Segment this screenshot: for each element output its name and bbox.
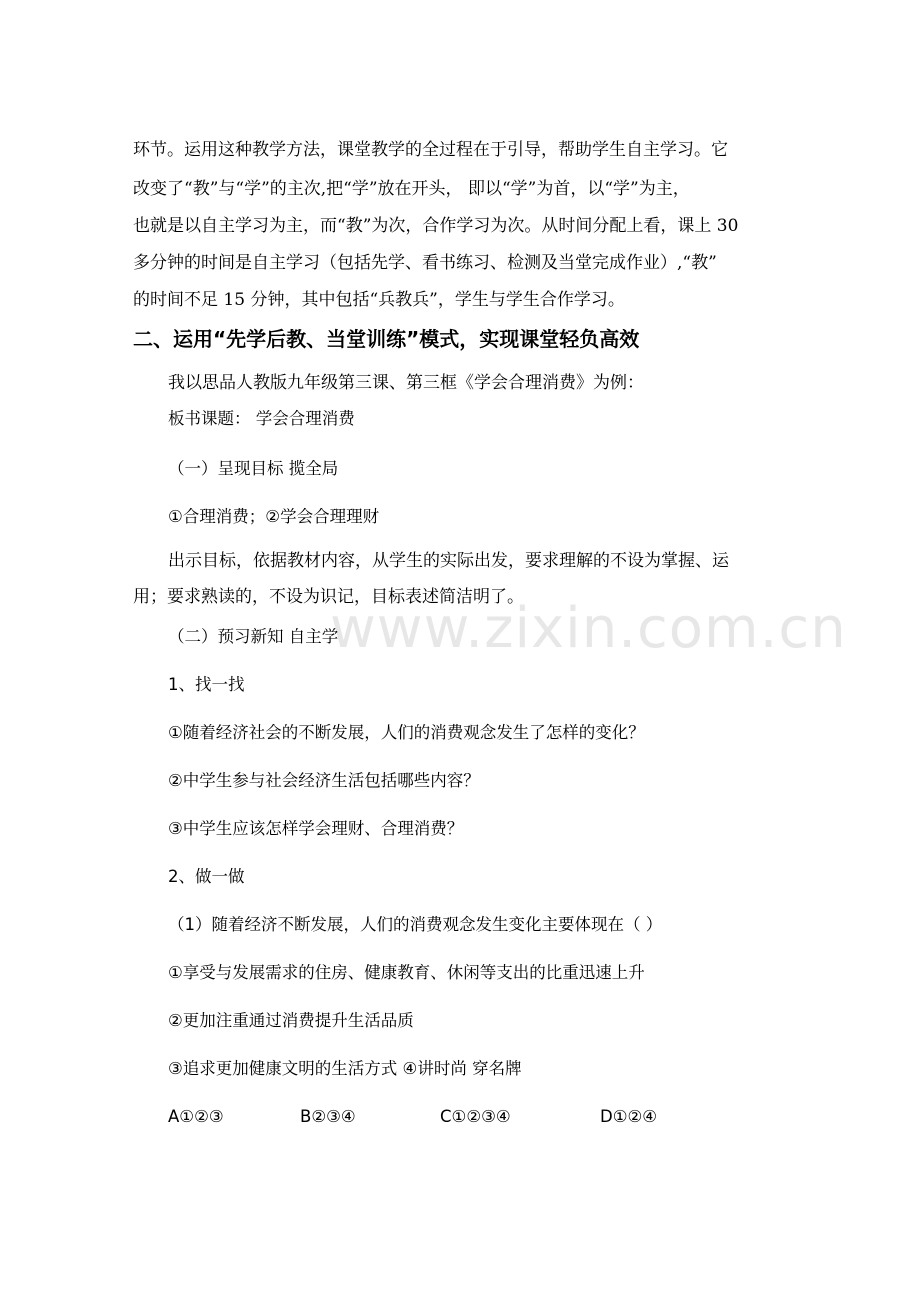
option-a: A①②③ bbox=[168, 1107, 224, 1126]
list-item: ①享受与发展需求的住房、健康教育、休闲等支出的比重迅速上升 bbox=[168, 963, 645, 982]
paragraph-line: 的时间不足 15 分钟，其中包括“兵教兵”，学生与学生合作学习。 bbox=[133, 290, 625, 310]
board-title: 板书课题： 学会合理消费 bbox=[168, 409, 355, 428]
list-item: ③追求更加健康文明的生活方式 ④讲时尚 穿名牌 bbox=[168, 1059, 522, 1078]
watermark: www.zixin.com.cn bbox=[330, 596, 847, 661]
paragraph-line: 环节。运用这种教学方法，课堂教学的全过程在于引导，帮助学生自主学习。它 bbox=[133, 140, 728, 160]
option-b: B②③④ bbox=[300, 1107, 356, 1126]
part-two-heading: （二）预习新知 自主学 bbox=[168, 627, 339, 646]
paragraph-line: 多分钟的时间是自主学习（包括先学、看书练习、检测及当堂完成作业）,“教” bbox=[133, 253, 717, 273]
paragraph-line: 改变了“教”与“学”的主次,把“学”放在开头， 即以“学”为首，以“学”为主， bbox=[133, 179, 690, 199]
paragraph-line: 也就是以自主学习为主，而“教”为次，合作学习为次。从时间分配上看，课上 30 bbox=[133, 216, 739, 236]
list-item: ①随着经济社会的不断发展，人们的消费观念发生了怎样的变化？ bbox=[168, 723, 645, 742]
section-heading: 二、运用“先学后教、当堂训练”模式，实现课堂轻负高效 bbox=[133, 327, 640, 351]
question-1: （1）随着经济不断发展，人们的消费观念发生变化主要体现在（ ） bbox=[168, 915, 663, 934]
paragraph-line: 用；要求熟读的，不设为识记，目标表述简洁明了。 bbox=[133, 587, 524, 607]
find-heading: 1、找一找 bbox=[168, 675, 245, 694]
example-intro: 我以思品人教版九年级第三课、第三框《学会合理消费》为例： bbox=[168, 373, 644, 393]
list-item: ②中学生参与社会经济生活包括哪些内容？ bbox=[168, 771, 480, 790]
goals-line: ①合理消费；②学会合理理财 bbox=[168, 507, 380, 526]
paragraph-line: 出示目标，依据教材内容，从学生的实际出发，要求理解的不设为掌握、运 bbox=[168, 551, 729, 571]
list-item: ②更加注重通过消费提升生活品质 bbox=[168, 1011, 414, 1030]
option-d: D①②④ bbox=[600, 1107, 658, 1126]
do-heading: 2、做一做 bbox=[168, 867, 245, 886]
part-one-heading: （一）呈现目标 揽全局 bbox=[168, 459, 339, 478]
list-item: ③中学生应该怎样学会理财、合理消费？ bbox=[168, 819, 464, 838]
option-c: C①②③④ bbox=[440, 1107, 511, 1126]
